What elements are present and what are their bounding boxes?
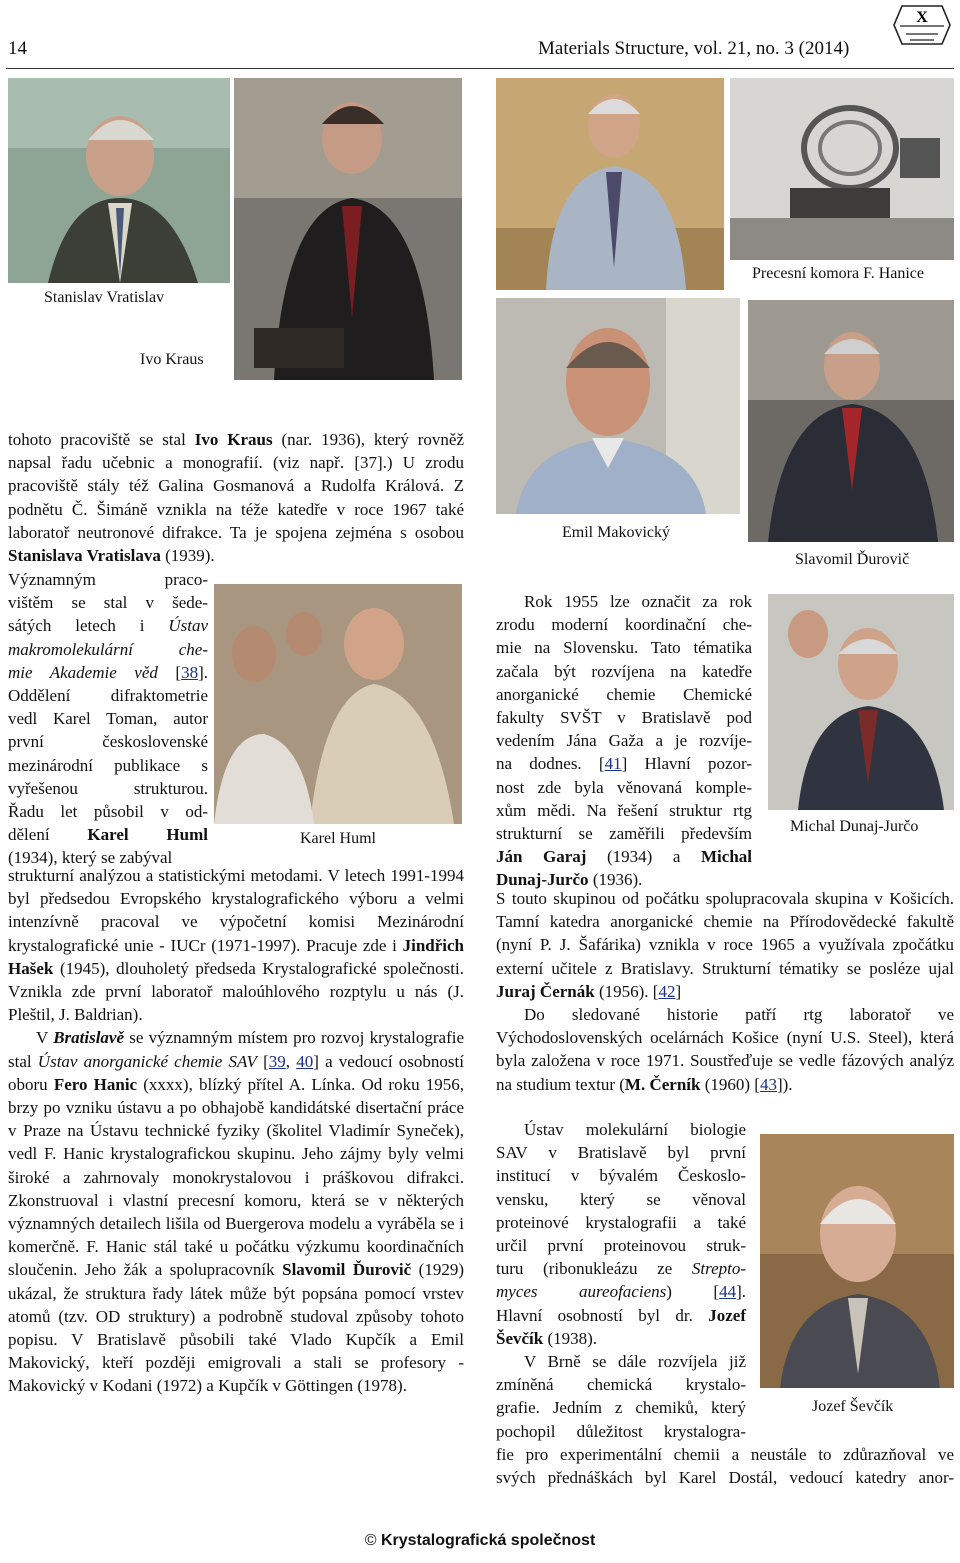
caption-emil-makovicky: Emil Makovický bbox=[562, 524, 670, 541]
ref-link-43[interactable]: 43 bbox=[759, 1074, 777, 1094]
caption-stanislav-vratislav: Stanislav Vratislav bbox=[44, 289, 165, 306]
caption-karel-huml: Karel Huml bbox=[300, 830, 376, 847]
footer-copyright bbox=[0, 1532, 960, 1550]
photo-precesni-komora bbox=[730, 78, 954, 260]
caption-precesni-komora: Precesní komora F. Hanice bbox=[752, 265, 924, 282]
copyright-symbol: © bbox=[364, 1532, 377, 1549]
right-closing-lines: fie pro experimentální chemii a neustále to zdůrazňoval ve svých přednáškách byl Karel Dostál, vedoucí katedry anor- bbox=[496, 1445, 954, 1488]
caption-slavomil-durovic: Slavomil Ďurovič bbox=[795, 551, 910, 568]
photo-ivo-kraus bbox=[234, 78, 462, 380]
photo-emil-makovicky bbox=[496, 298, 740, 514]
caption-jozef-sevcik: Jozef Ševčík bbox=[812, 1398, 894, 1415]
ref-link-39[interactable]: 39 bbox=[268, 1051, 286, 1071]
left-paragraph-2: strukturní analýzou a statistickými metodami. V letech 1991-1994 byl předsedou Evropského krystalografického výboru a velmi intenzívně pracoval ve výpočetní komisi Mezinárodní krystalografické unie - IUCr (1971-1997). Pracuje zde i Jindřich Hašek (1945), dlouholetý předseda Krystalografické společnosti. Vznikla zde první laboratoř maloúhlového rozptylu u nás (J. Pleštil, J. Baldrian). V Bratislavě se významným místem pro rozvoj krystalografie stal Ústav anorganické chemie SAV [39, 40] a vedoucí osobností oboru Fero Hanic (xxxx), blízký přítel A. Línka. Od roku 1956, brzy po vzniku ústavu a po obhajobě kandidátské disertační práce v Praze na Ústavu technické fyziky (školitel Vladimír Syneček), vedl F. Hanic krystalografickou skupinu. Jeho zájmy byly velmi široké a zahrnovaly monokrystalovou i práškovou difrakci. Zkonstruoval i vlastní precesní komoru, která se v některých významných detailech lišila od Buergerova modelu a vyráběla se i komerčně. F. Hanic stál také u počátku výzkumu koordinačních sloučenin. Jeho žák a spolupracovník Slavomil Ďurovič (1929) ukázal, že struktura řady látek může být popsána pomocí vrstev atomů (tzv. OD struktury) a podrobně studoval způsoby tohoto popisu. V Bratislavě působili také Vlado Kupčík a Emil Makovický, kteří později emigrovali a stali se profesory - Makovický v Kodani (1972) a Kupčík v Göttingen (1978). bbox=[8, 866, 464, 1396]
svg-text:X: X bbox=[916, 9, 928, 26]
caption-ivo-kraus: Ivo Kraus bbox=[140, 351, 204, 368]
ref-link-44[interactable]: 44 bbox=[719, 1282, 737, 1302]
photo-jozef-sevcik bbox=[760, 1134, 954, 1388]
right-paragraph-2: S touto skupinou od počátku spolupracovala skupina v Košicích. Tamní katedra anorganické chemie na Přírodovědecké fakultě (nyní P. J. Šafárika) vznikla v roce 1965 a využívala zpočátku externí učitele z Bratislavy. Strukturní tématiky se posléze ujal Juraj Černák (1956). [42] Do sledované historie patří rtg laboratoř ve Východoslovenských ocelárnách Košice (nyní U.S. Steel), která byla založena v roce 1971. Soustřeďuje se vedle fázových analýz na studium textur (M. Černík (1960) [43]). bbox=[496, 889, 954, 1094]
photo-karel-huml bbox=[214, 584, 462, 824]
header-rule bbox=[6, 68, 954, 69]
page-number: 14 bbox=[8, 38, 27, 59]
ref-link-40[interactable]: 40 bbox=[296, 1051, 314, 1071]
photo-slavomil-durovic bbox=[748, 300, 954, 542]
photo-michal-dunaj-jurco bbox=[768, 594, 954, 810]
journal-logo bbox=[892, 2, 952, 48]
journal-title: Materials Structure, vol. 21, no. 3 (2014) bbox=[538, 38, 850, 59]
left-paragraph-1: tohoto pracoviště se stal Ivo Kraus (nar. 1936), který rovněž napsal řadu učebnic a monografií. (viz např. [37].) U zrodu pracoviště stály též Galina Gosmanová a Rudolfa Králová. Z podnětu Č. Šimáně vznikla na téže katedře v roce 1967 také laboratoř neutronové difrakce. Ta je spojena zejména s osobou Stanislava Vratislava (1939). bbox=[8, 430, 464, 566]
caption-michal-dunaj-jurco: Michal Dunaj-Jurčo bbox=[790, 818, 919, 835]
right-paragraph-1: Rok 1955 lze označit za rok zrodu moderní koordinační che- mie na Slovensku. Tato tématika začala být rozvíjena na katedře anorganické chemie Chemické fakulty SVŠT v Bratislavě pod vedením Jána Gaža a je rozvíje- na dodnes. [41] Hlavní pozor- nost zde byla věnovaná komple- xům mědi. Na řešení struktur rtg strukturní se zaměřili především Ján Garaj (1934) a Michal Dunaj-Jurčo (1936). bbox=[496, 592, 752, 890]
left-huml-wrap-text: Významným praco- vištěm se stal v šede- sátých letech i Ústav makromolekulární che- mie Akademie věd [38]. Oddělení difraktometrie vedl Karel Toman, autor první československé mezinárodní publikace s vyřešenou strukturou. Řadu let působil v od- dělení Karel Huml (1934), který se zabýval bbox=[8, 570, 208, 868]
ref-link-38[interactable]: 38 bbox=[181, 662, 199, 682]
ref-link-42[interactable]: 42 bbox=[658, 981, 676, 1001]
footer-society: Krystalografická společnost bbox=[380, 1532, 596, 1549]
photo-stanislav-vratislav bbox=[8, 78, 230, 283]
photo-fero-hanic bbox=[496, 78, 724, 290]
right-sevcik-wrap-text: Ústav molekulární biologie SAV v Bratislavě byl první institucí v bývalém Českoslo- vensku, který se věnoval proteinové krystalografii a také určil první proteinovou struk- turu (ribonukleázu ze Strepto- myces aureofaciens) [44]. Hlavní osobností byl dr. Jozef Ševčík (1938). V Brně se dále rozvíjela již zmíněná chemická krystalo- grafie. Jedním z chemiků, který pochopil důležitost krystalogra- bbox=[496, 1120, 746, 1441]
ref-link-41[interactable]: 41 bbox=[604, 754, 622, 774]
